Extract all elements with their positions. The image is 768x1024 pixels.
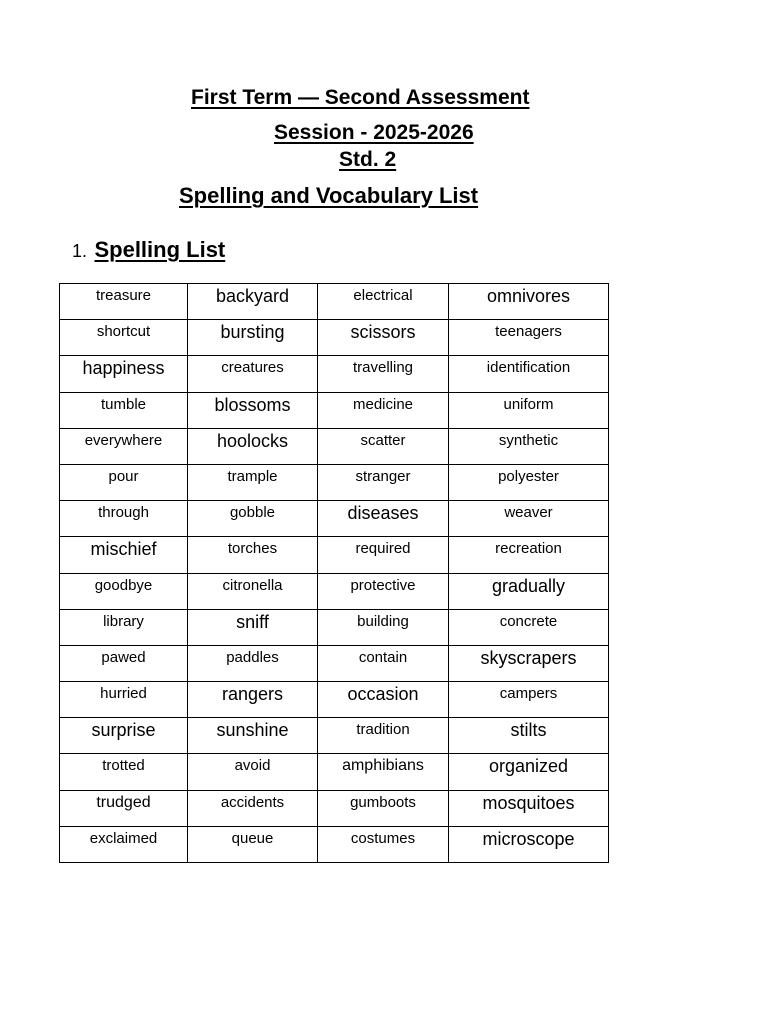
word-cell: through [60,501,188,537]
word-cell: mischief [60,537,188,573]
word-cell: weaver [449,501,609,537]
word-cell: costumes [318,826,449,862]
table-row [60,428,609,464]
word-cell: torches [188,537,318,573]
word-cell: recreation [449,537,609,573]
word-cell: exclaimed [60,826,188,862]
word-cell: goodbye [60,573,188,609]
word-cell: library [60,609,188,645]
word-cell: gradually [449,573,609,609]
word-cell: treasure [60,284,188,320]
word-cell: electrical [318,284,449,320]
word-cell: building [318,609,449,645]
word-cell: required [318,537,449,573]
word-cell: avoid [188,754,318,790]
word-cell: queue [188,826,318,862]
word-cell: contain [318,645,449,681]
spelling-list-section-heading [72,237,225,263]
word-cell: trudged [60,790,188,826]
word-cell: backyard [188,284,318,320]
word-cell: tumble [60,392,188,428]
word-cell: amphibians [318,754,449,790]
word-cell: trotted [60,754,188,790]
table-row [60,320,609,356]
word-cell: omnivores [449,284,609,320]
table-row [60,645,609,681]
word-cell: teenagers [449,320,609,356]
word-cell: sniff [188,609,318,645]
table-row [60,501,609,537]
table-row [60,537,609,573]
table-row [60,718,609,754]
word-cell: bursting [188,320,318,356]
word-cell: sunshine [188,718,318,754]
table-row [60,573,609,609]
section-title: Spelling List [94,237,226,262]
word-cell: creatures [188,356,318,392]
section-number: 1. [72,241,88,261]
word-cell: paddles [188,645,318,681]
word-cell: tradition [318,718,449,754]
word-cell: identification [449,356,609,392]
word-cell: citronella [188,573,318,609]
table-row [60,284,609,320]
table-row [60,790,609,826]
word-cell: campers [449,682,609,718]
list-title: Spelling and Vocabulary List [179,183,479,208]
word-cell: happiness [60,356,188,392]
table-row [60,826,609,862]
table-row [60,464,609,500]
assessment-title: First Term — Second Assessment [191,86,530,109]
word-cell: shortcut [60,320,188,356]
word-cell: surprise [60,718,188,754]
word-cell: scatter [318,428,449,464]
word-cell: organized [449,754,609,790]
word-cell: pour [60,464,188,500]
word-cell: hurried [60,682,188,718]
table-row [60,609,609,645]
word-cell: blossoms [188,392,318,428]
standard-heading: Std. 2 [339,148,397,171]
word-cell: polyester [449,464,609,500]
word-cell: stranger [318,464,449,500]
word-cell: uniform [449,392,609,428]
table-row [60,392,609,428]
word-cell: diseases [318,501,449,537]
word-cell: hoolocks [188,428,318,464]
word-cell: medicine [318,392,449,428]
word-cell: pawed [60,645,188,681]
word-cell: scissors [318,320,449,356]
word-cell: accidents [188,790,318,826]
spelling-table-body [60,284,609,863]
word-cell: stilts [449,718,609,754]
word-cell: microscope [449,826,609,862]
word-cell: mosquitoes [449,790,609,826]
word-cell: occasion [318,682,449,718]
word-cell: concrete [449,609,609,645]
session-heading: Session - 2025-2026 [274,121,474,144]
word-cell: skyscrapers [449,645,609,681]
word-cell: everywhere [60,428,188,464]
spelling-table [59,283,609,863]
table-row [60,356,609,392]
word-cell: protective [318,573,449,609]
word-cell: rangers [188,682,318,718]
word-cell: trample [188,464,318,500]
word-cell: gumboots [318,790,449,826]
word-cell: travelling [318,356,449,392]
word-cell: synthetic [449,428,609,464]
table-row [60,754,609,790]
word-cell: gobble [188,501,318,537]
table-row [60,682,609,718]
